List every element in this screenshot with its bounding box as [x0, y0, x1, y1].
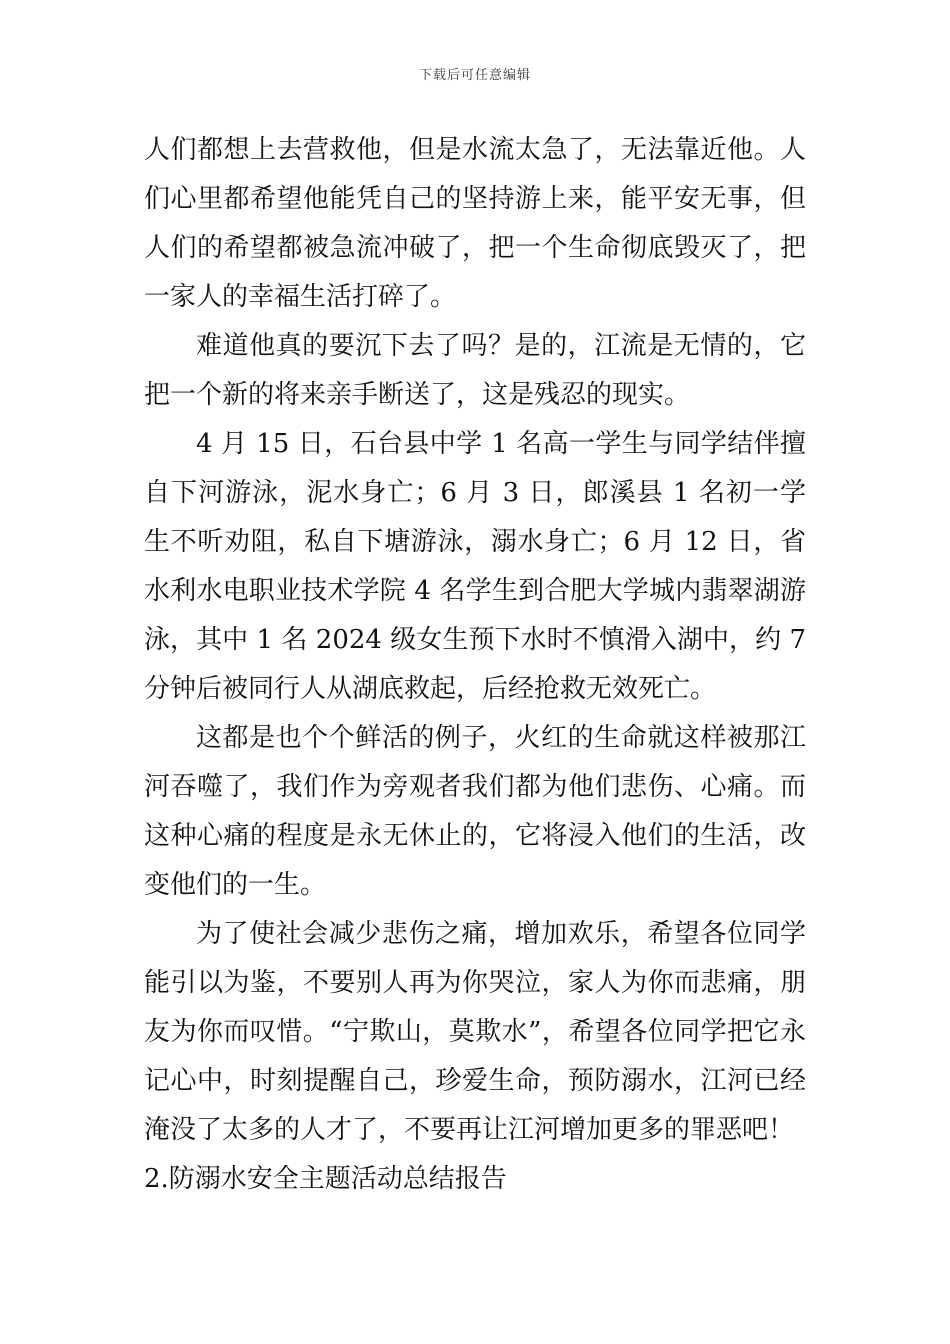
paragraph-4: 这都是也个个鲜活的例子，火红的生命就这样被那江河吞噬了，我们作为旁观者我们都为他们悲伤、心痛。而这种心痛的程度是永无休止的，它将浸入他们的生活，改变他们的一生。 — [144, 723, 806, 900]
section-heading: 2.防溺水安全主题活动总结报告 — [144, 1164, 507, 1194]
paragraph-3: 4 月 15 日，石台县中学 1 名高一学生与同学结伴擅自下河游泳，泥水身亡；6 月 3 日，郎溪县 1 名初一学生不听劝阻，私自下塘游泳，溺水身亡；6 月 12 日，省水利水电职业技术学院 4 名学生到合肥大学城内翡翠湖游泳，其中 1 名 2024 级女生预下水时不慎滑入湖中，约 7 分钟后被同行人从湖底救起，后经抢救无效死亡。 — [144, 429, 806, 704]
page-header-note: 下载后可任意编辑 — [418, 68, 531, 83]
paragraph-2: 难道他真的要沉下去了吗？是的，江流是无情的，它把一个新的将来亲手断送了，这是残忍的现实。 — [144, 331, 806, 410]
paragraph-1: 人们都想上去营救他，但是水流太急了，无法靠近他。人们心里都希望他能凭自己的坚持游上来，能平安无事，但人们的希望都被急流冲破了，把一个生命彻底毁灭了，把一家人的幸福生活打碎了。 — [144, 135, 806, 312]
document-body — [144, 126, 806, 1204]
paragraph-5: 为了使社会减少悲伤之痛，增加欢乐，希望各位同学能引以为鉴，不要别人再为你哭泣，家人为你而悲痛，朋友为你而叹惜。“宁欺山，莫欺水”，希望各位同学把它永记心中，时刻提醒自己，珍爱生命，预防溺水，江河已经淹没了太多的人才了，不要再让江河增加更多的罪恶吧！ — [144, 919, 806, 1145]
